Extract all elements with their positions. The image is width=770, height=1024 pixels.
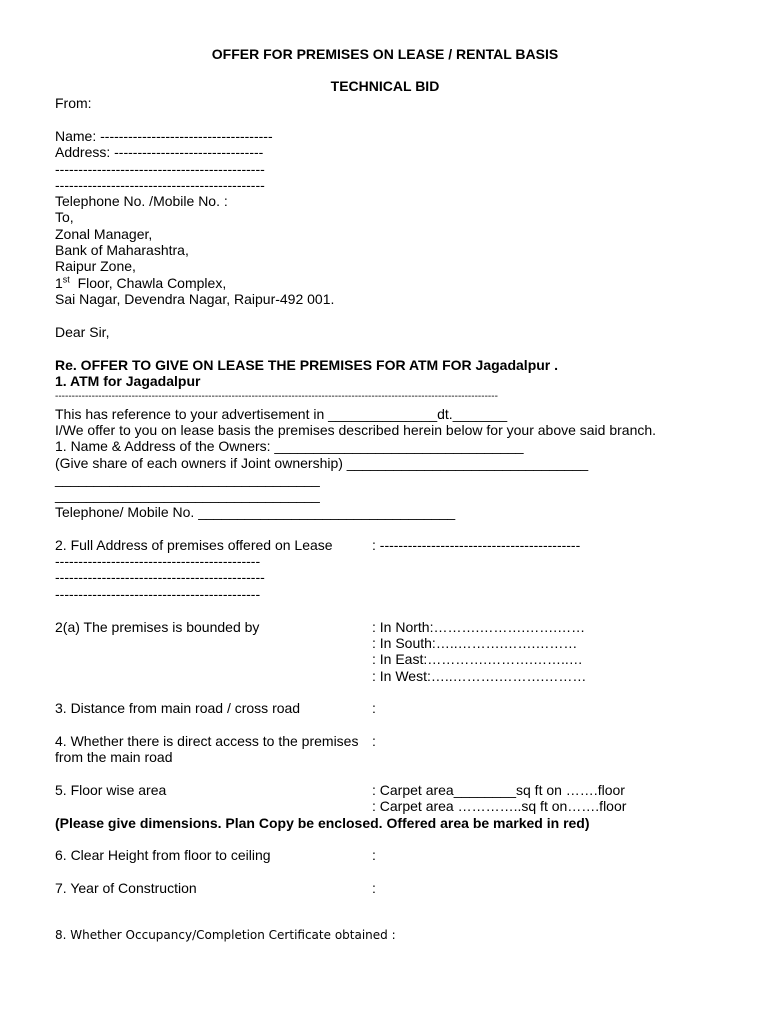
year-value: :: [372, 880, 376, 896]
height-value: :: [372, 847, 376, 863]
from-address-dash-1: ---------------------------------------------: [55, 161, 265, 177]
to-line-4: [55, 275, 226, 291]
access-label-1: 4. Whether there is direct access to the premises: [55, 733, 359, 749]
owners-blank-2: __________________________________: [55, 487, 320, 503]
carpet-area-2: : Carpet area …………..sq ft on…….floor: [372, 798, 627, 814]
occupancy-label: 8. Whether Occupancy/Completion Certificate obtained :: [55, 928, 396, 942]
year-label: 7. Year of Construction: [55, 880, 197, 896]
document-title: OFFER FOR PREMISES ON LEASE / RENTAL BASIS: [211, 46, 559, 62]
carpet-area-1: : Carpet area________sq ft on …….floor: [372, 782, 625, 798]
floor-superscript: st: [62, 274, 70, 285]
address-dash-2: ---------------------------------------------: [55, 569, 265, 585]
floor-number: 1: [55, 275, 63, 291]
bounded-label: 2(a) The premises is bounded by: [55, 619, 260, 635]
address-label: 2. Full Address of premises offered on Lease: [55, 537, 333, 553]
bounded-north: : In North:……….……….…….……: [372, 619, 586, 635]
subject-line: Re. OFFER TO GIVE ON LEASE THE PREMISES FOR ATM FOR Jagadalpur .: [55, 357, 559, 373]
bounded-south: : In South:…..……….…….………: [372, 635, 578, 651]
floor-rest: Floor, Chawla Complex,: [69, 275, 227, 291]
salutation: Dear Sir,: [55, 324, 110, 340]
subject-rule: -------------------------------------------------------------------------------------------------------------------------------------: [55, 391, 498, 402]
from-label: From:: [55, 95, 92, 111]
address-value: : -------------------------------------------: [372, 537, 581, 553]
reference-line: This has reference to your advertisement in ______________dt._______: [55, 406, 508, 422]
from-name-line: Name: -------------------------------------: [55, 128, 273, 144]
address-dash-3: --------------------------------------------: [55, 586, 261, 602]
bounded-east: : In East:………….……….……..…: [372, 651, 583, 667]
to-line-5: Sai Nagar, Devendra Nagar, Raipur-492 001.: [55, 291, 335, 307]
to-label: To,: [55, 209, 74, 225]
from-address-line: Address: --------------------------------: [55, 144, 264, 160]
to-line-2: Bank of Maharashtra,: [55, 242, 189, 258]
access-value: :: [372, 733, 376, 749]
to-line-1: Zonal Manager,: [55, 226, 153, 242]
from-telephone-line: Telephone No. /Mobile No. :: [55, 193, 228, 209]
offer-line: I/We offer to you on lease basis the premises described herein below for your above said branch.: [55, 422, 657, 438]
floor-area-label: 5. Floor wise area: [55, 782, 167, 798]
document-subtitle: TECHNICAL BID: [330, 78, 440, 94]
height-label: 6. Clear Height from floor to ceiling: [55, 847, 271, 863]
to-line-3: Raipur Zone,: [55, 258, 136, 274]
owners-telephone-line: Telephone/ Mobile No. _________________________________: [55, 504, 456, 520]
owners-blank-1: __________________________________: [55, 471, 320, 487]
dimensions-note: (Please give dimensions. Plan Copy be enclosed. Offered area be marked in red): [55, 815, 590, 831]
bounded-west: : In West:…..……….……….………: [372, 668, 587, 684]
subject-item: 1. ATM for Jagadalpur: [55, 373, 201, 389]
distance-label: 3. Distance from main road / cross road: [55, 700, 301, 716]
share-line: (Give share of each owners if Joint ownership) _______________________________: [55, 455, 589, 471]
distance-value: :: [372, 700, 376, 716]
from-address-dash-2: ---------------------------------------------: [55, 177, 265, 193]
access-label-2: from the main road: [55, 749, 173, 765]
owners-line: 1. Name & Address of the Owners: ________________________________: [55, 438, 524, 454]
address-dash-1: --------------------------------------------: [55, 553, 261, 569]
